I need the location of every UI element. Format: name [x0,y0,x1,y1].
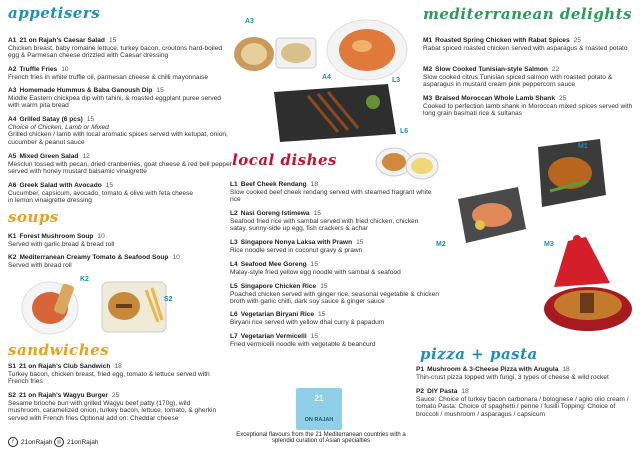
footer-tagline: Exceptional flavours from the 21 Mediterranean countries with a splendid curation of Asian specialties [236,432,406,444]
menu-item-a2: A2 Truffle Fries 10 French fries in white truffle oil, parmesan cheese & chilli mayonnaise [8,66,208,81]
menu-item-a5: A5 Mixed Green Salad 12 Mesclun tossed with pecan, dried cranberries, goat cheese & red bell pepper served with honey mustard balsamic vinaigrette [8,153,232,176]
photo-label-m3: M3 [544,241,554,248]
photo-label-l6: L6 [400,128,409,135]
menu-item-l4: L4 Seafood Mee Goreng 15 Malay-style fried yellow egg noodle with sambal & seafood [230,261,401,276]
menu-item-m2: M2 Slow Cooked Tunisian-style Salmon 22 Slow cooked citrus Tunisian spiced salmon with roasted potato & asparagus in mustard cream pink peppercorn sauce [423,66,613,89]
facebook-handle[interactable]: f 21onRajah [8,437,52,447]
soups-title: soups [8,208,59,226]
food-photo-a3 [232,24,320,82]
menu-item-l1: L1 Beef Cheek Rendang 18 Slow cooked beef cheek rendang served with steamed fragrant white rice [230,181,432,204]
sandwiches-title: sandwiches [8,341,110,359]
restaurant-logo: 21 ON RAJAH [296,388,342,430]
menu-item-s1: S1 21 on Rajah's Club Sandwich 18 Turkey bacon, chicken breast, fried egg, tomato & lettuce served with French fries [8,363,210,386]
food-photo-l3 [322,14,412,84]
food-photo-k2 [18,276,88,338]
instagram-icon: ◎ [54,437,64,447]
food-photo-l6 [372,138,442,188]
menu-item-m3: M3 Braised Moroccan Whole Lamb Shank 25 Cooked to perfection lamb shank in Moroccan mixed spices served with long grain basmati rice & sultanas [423,95,633,118]
photo-label-a4: A4 [322,74,331,81]
menu-item-l7: L7 Vegetarian Vermicelli 15 Fried vermicelli noodle with vegetable & beancurd [230,333,376,348]
menu-item-a3: A3 Homemade Hummus & Baba Ganoush Dip 15 Middle Eastern chickpea dip with tahini, & roasted eggplant puree served with warm pita bread [8,87,221,110]
photo-label-k2: K2 [80,276,89,283]
food-photo-m1 [528,135,608,213]
photo-label-a3: A3 [245,18,254,25]
menu-item-s2: S2 21 on Rajah's Wagyu Burger 25 Sesame brioche bun with grilled Wagyu beef patty (170g), wild mushroom, caramelized onion, turkey bacon, lettuce, tomato, & gherkin served with French fries Optional add on: Cheddar cheese [8,392,217,422]
food-photo-m3 [540,233,636,343]
menu-item-p1: P1 Mushroom & 3-Cheese Pizza with Arugula 18 Thin-crust pizza topped with fungi, 3 types of cheese & wild rocket [416,366,609,381]
food-photo-a4 [268,82,400,144]
menu-item-k1: K1 Forest Mushroom Soup 10 Served with garlic bread & bread roll [8,233,115,248]
photo-label-s2: S2 [164,296,173,303]
menu-item-k2: K2 Mediterranean Creamy Tomato & Seafood Soup 10 Served with bread roll [8,254,180,269]
appetisers-title: appetisers [8,4,101,22]
food-photo-s2 [98,272,170,338]
food-photo-m2 [452,185,530,245]
facebook-icon: f [8,437,18,447]
menu-item-a4: A4 Grilled Satay (6 pcs) 15 Choice of Chicken, Lamb or Mixed Grilled chicken / lamb with local aromatic spices served with ketupat, onion, cucumber & peanut sauce [8,116,228,146]
photo-label-l3: L3 [392,77,401,84]
menu-item-l3: L3 Singapore Nonya Laksa with Prawn 15 Rice noodle served in coconut gravy & prawn [230,239,364,254]
menu-item-l2: L2 Nasi Goreng Istimewa 15 Seafood fried rice with sambal served with fried chicken, chicken satay, sunny-side up egg, fish crackers & achar [230,210,419,233]
menu-item-a1: A1 21 on Rajah's Caesar Salad 15 Chicken breast, baby romaine lettuce, turkey bacon, croutons hard-boiled egg & Parmesan cheese drizzled with Caesar dressing [8,37,223,60]
menu-item-m1: M1 Roasted Spring Chicken with Rabat Spices 25 Rabat spiced roasted chicken served with asparagus & roasted potato [423,37,628,52]
menu-item-a6: A6 Greek Salad with Avocado 15 Cucumber, capsicum, avocado, tomato & olive with feta cheese in lemon vinaigrette dressing [8,182,194,205]
pizza-pasta-title: pizza + pasta [420,345,538,363]
menu-item-l5: L5 Singapore Chicken Rice 15 Poached chicken served with ginger rice, seasonal vegetable & chicken broth with garlic chilli, dark soy sauce & ginger sauce [230,283,439,306]
photo-label-m1: M1 [578,143,588,150]
menu-item-p2: P2 DIY Pasta 18 Sauce: Choice of turkey bacon carbonara / bolognese / aglio olio cream / tomato Pasta: Choice of spaghetti / penne / fusilli Topping: Choice of broccoli / mushroom / asparagus / capsicum [416,388,629,418]
local-dishes-title: local dishes [232,151,338,169]
menu-item-l6: L6 Vegetarian Biryani Rice 15 Biryani rice served with yellow dhal curry & papadum [230,311,385,326]
instagram-handle[interactable]: ◎ 21onRajah [54,437,98,447]
mediterranean-title: mediterranean delights [423,5,633,23]
photo-label-m2: M2 [436,241,446,248]
